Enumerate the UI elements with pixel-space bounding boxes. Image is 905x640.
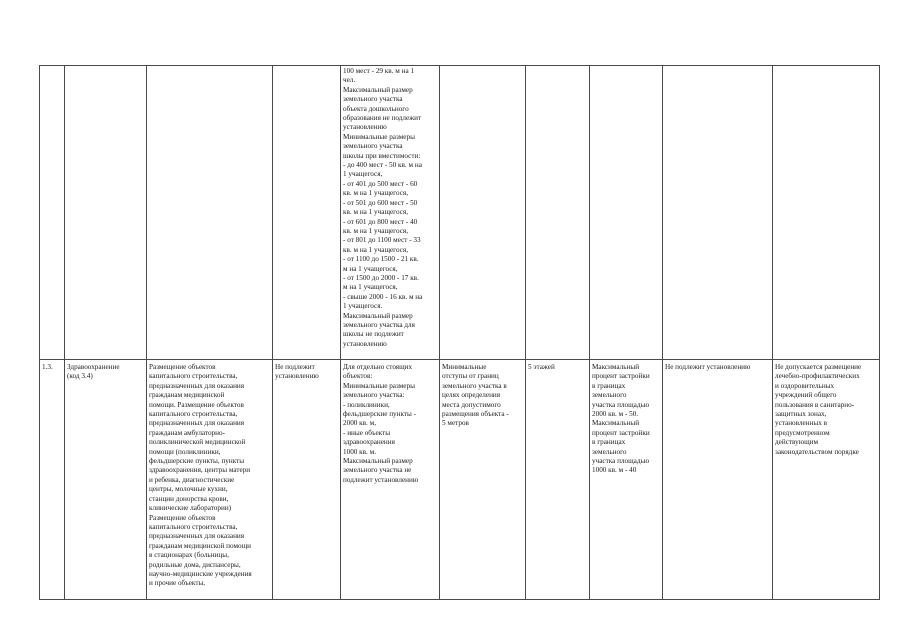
table-cell (147, 66, 273, 360)
use-type-name-cell: Здравоохранение (код 3.4) (65, 360, 147, 600)
zoning-regulations-table (39, 65, 880, 600)
table-cell (526, 66, 590, 360)
use-type-description-cell: Размещение объектов капитального строительства, предназначенных для оказания гражданам медицинской помощи. Размещение объектов капитального строительства, предназначенных для оказания гражданам амбулаторно- поликлинической медицинской помощи (поликлиники, фельдшерские пункты, пункты здравоохранения, центры матери и ребенка, диагностические центры, молочные кухни, станции донорства крови, клинические лаборатории) Размещение объектов капитального строительства, предназначенных для оказания гражданам медицинской помощи в стационарах (больницы, родильные дома, диспансеры, научно-медицинские учреждения и прочие объекты, (147, 360, 273, 600)
land-plot-size-cell: 100 мест - 29 кв. м на 1 чел. Максимальный размер земельного участка объекта дошкольного образования не подлежит установлению Минимальные размеры земельного участка школы при вместимости: - до 400 мест - 50 кв. м на 1 учащегося, - от 401 до 500 мест - 60 кв. м на 1 учащегося, - от 501 до 600 мест - 50 кв. м на 1 учащегося, - от 601 до 800 мест - 40 кв. м на 1 учащегося, - от 801 до 1100 мест - 33 кв. м на 1 учащегося, - от 1100 до 1500 - 21 кв. м на 1 учащегося, - от 1500 до 2000 - 17 кв. м на 1 учащегося, - свыше 2000 - 16 кв. м на 1 учащегося. Максимальный размер земельного участка для школы не подлежит установлению (341, 66, 440, 360)
table-cell (273, 66, 341, 360)
table-row (40, 66, 880, 360)
table-cell: Не подлежит установлению (663, 360, 773, 600)
table-cell (40, 66, 65, 360)
table-cell (773, 66, 880, 360)
table-row (40, 360, 880, 600)
building-percent-cell: Максимальный процент застройки в границах земельного участка площадью 2000 кв. м - 50. Максимальный процент застройки в границах земельного участка площадью 1000 кв. м - 40 (590, 360, 663, 600)
table-cell: Не подлежит установлению (273, 360, 341, 600)
floors-cell: 5 этажей (526, 360, 590, 600)
table-cell (65, 66, 147, 360)
table-cell (663, 66, 773, 360)
table-cell (440, 66, 526, 360)
table-cell (590, 66, 663, 360)
restrictions-cell: Не допускается размещение лечебно-профилактических и оздоровительных учреждений общего пользования в санитарно- защитных зонах, установленных в предусмотренном действующим законодательством порядке (773, 360, 880, 600)
land-plot-size-cell: Для отдельно стоящих объектов: Минимальные размеры земельного участка: - поликлиники, фельдшерские пункты - 2000 кв. м, - иные объекты здравоохранения 1000 кв. м. Максимальный размер земельного участка не подлежит установлению (341, 360, 440, 600)
setback-cell: Минимальные отступы от границ земельного участка в целях определения места допустимого размещения объекта - 5 метров (440, 360, 526, 600)
row-number-cell: 1.3. (40, 360, 65, 600)
